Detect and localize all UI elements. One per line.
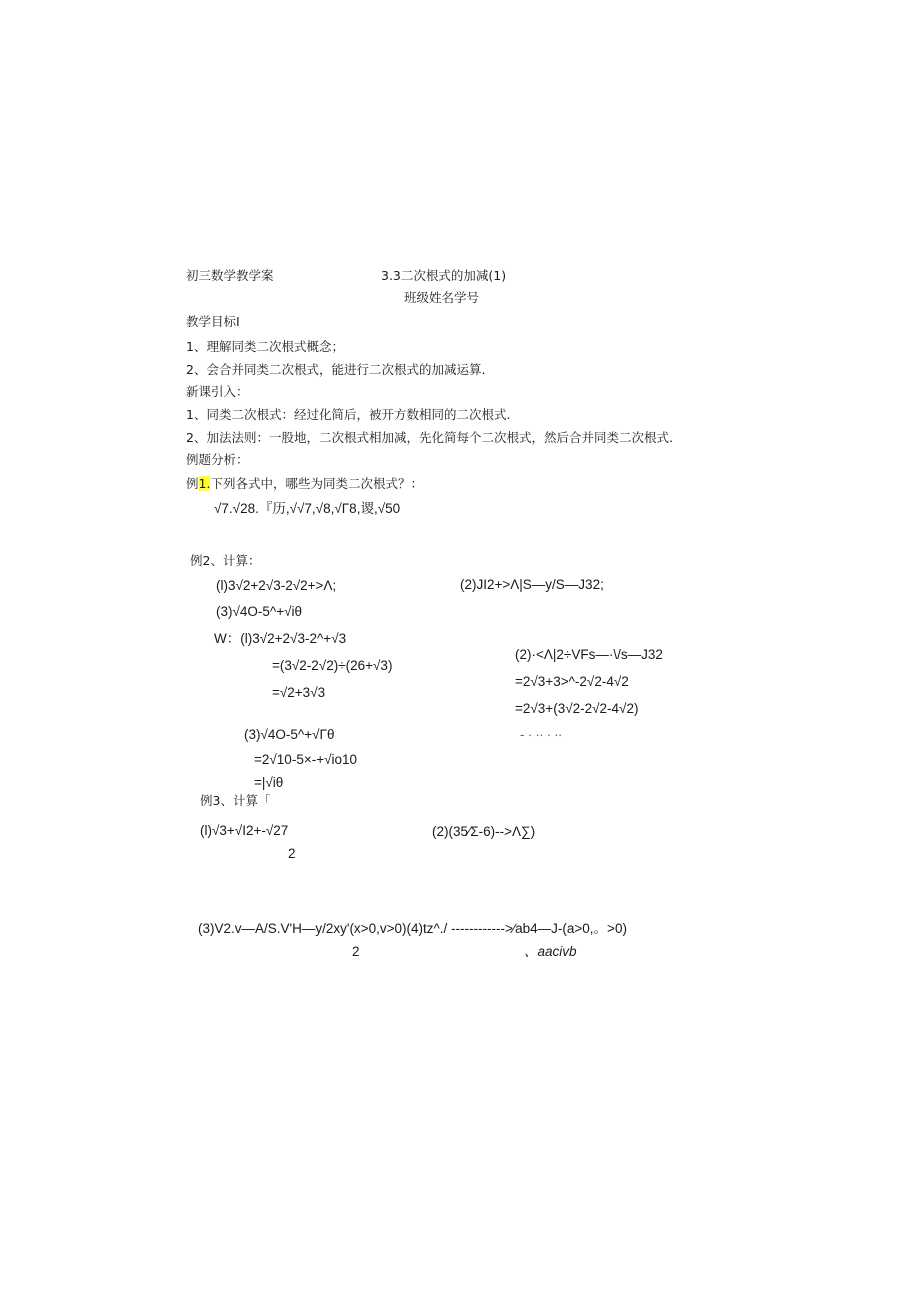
solution-2-line-2: =2√3+3>^-2√2-4√2	[515, 674, 629, 689]
objectives-heading: 教学目标I	[186, 314, 240, 329]
intro-heading: 新课引入：	[186, 384, 249, 399]
example-3-label: 例3、计算「	[200, 793, 271, 808]
solution-3-line-3: =|√iθ	[254, 775, 284, 790]
intro-item: 1、同类二次根式：经过化简后，被开方数相同的二次根式.	[186, 407, 511, 422]
analysis-heading: 例题分析：	[186, 452, 249, 467]
example-3-question-4-denominator: 、aacivb	[524, 944, 577, 959]
objective-item: 1、理解同类二次根式概念；	[186, 339, 344, 354]
example-2-label: 例2、计算：	[190, 553, 261, 568]
solution-1-line-2: =(3√2-2√2)÷(26+√3)	[272, 658, 393, 673]
example-2-question-2: (2)JI2+>Λ|S—y/S—J32;	[460, 577, 604, 592]
example-2-question-1: (l)3√2+2√3-2√2+>Λ;	[216, 578, 337, 593]
intro-item: 2、加法法则：一股地，二次根式相加减，先化简每个二次根式，然后合并同类二次根式.	[186, 430, 673, 445]
example-3-question-3-denominator: 2	[352, 944, 360, 959]
example-1-prefix: 例	[186, 476, 199, 491]
example-3-question-2: (2)(35∕Σ-6)-->Λ∑)	[432, 824, 536, 839]
example-3-question-1: (l)√3+√I2+-√27	[200, 823, 289, 838]
solution-1-line-1: W：(l)3√2+2√3-2^+√3	[214, 631, 347, 646]
solution-2-line-3: =2√3+(3√2-2√2-4√2)	[515, 701, 639, 716]
example-1-text: 下列各式中，哪些为同类二次根式？：	[210, 476, 423, 491]
solution-2-line-4-cut: - ∙ ∙∙ ∙ ∙∙	[520, 727, 563, 742]
solution-3-line-2: =2√10-5×-+√io10	[254, 752, 358, 767]
example-2-question-3: (3)√4O-5^+√iθ	[216, 604, 303, 619]
solution-3-line-1: (3)√4O-5^+√Γθ	[244, 727, 335, 742]
student-info-line: 班级姓名学号	[404, 290, 480, 305]
example-3-question-3-4: (3)V2.v—A/S.V'H—y/2xy'(x>0,v>0)(4)tz^./ ------------>∕ab4—J-(a>0,。>0)	[198, 921, 627, 936]
header-left: 初三数学教学案	[186, 268, 274, 283]
solution-1-line-3: =√2+3√3	[272, 685, 326, 700]
example-1-number-highlight: 1.	[198, 476, 211, 491]
lesson-title: 3.3二次根式的加减(1)	[381, 268, 507, 283]
example-3-question-1-denominator: 2	[288, 846, 296, 861]
solution-2-line-1: (2)·<Λ|2÷VFs—·\/s—J32	[515, 647, 663, 662]
example-1-question	[186, 478, 423, 491]
example-1-expressions: √7.√28.『历,√√7,√8,√Γ8,谡,√50	[214, 501, 401, 516]
objective-item: 2、会合并同类二次根式，能进行二次根式的加减运算.	[186, 362, 486, 377]
